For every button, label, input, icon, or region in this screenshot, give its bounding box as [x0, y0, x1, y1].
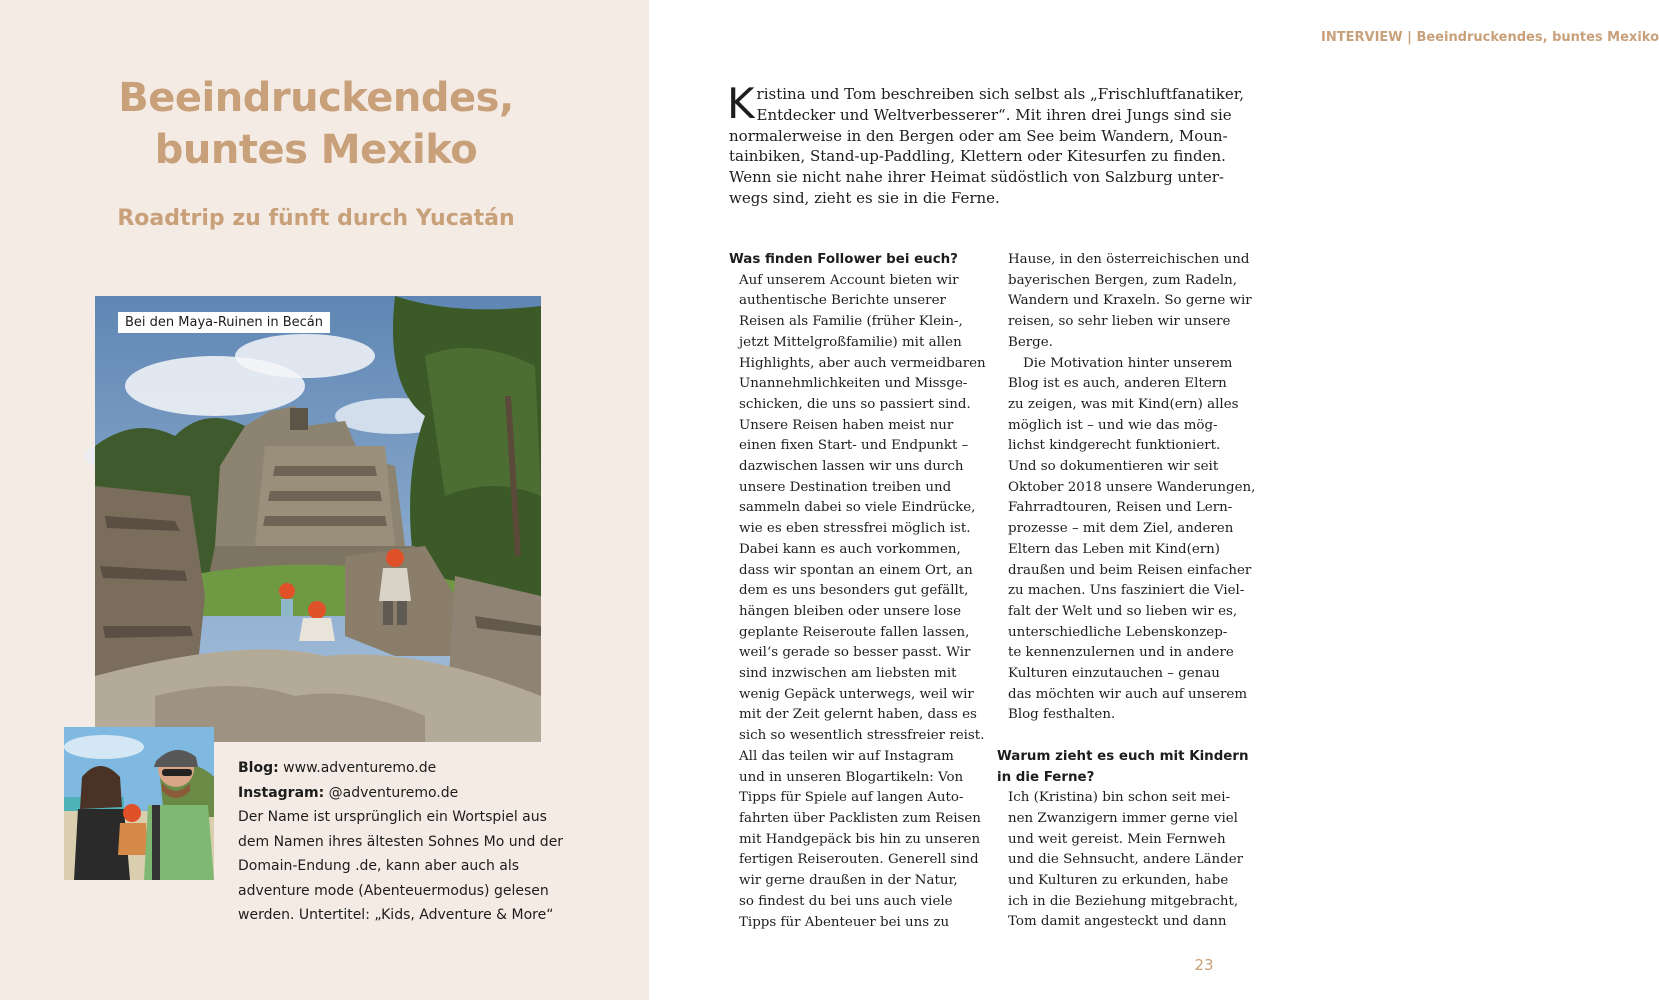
- intro-paragraph: [727, 79, 1251, 209]
- text-line: Dabei kann es auch vorkommen,: [739, 541, 961, 557]
- text-line: unterschiedliche Lebenskonzep-: [1008, 624, 1228, 640]
- running-header: INTERVIEW | Beeindruckendes, buntes Mexiko: [1321, 30, 1659, 45]
- intro-line: normalerweise in den Bergen oder am See beim Wandern, Moun-: [729, 126, 1228, 145]
- text-line: Ich (Kristina) bin schon seit mei-: [1008, 790, 1231, 806]
- intro-line: Wenn sie nicht nahe ihrer Heimat südöstlich von Salzburg unter-: [729, 168, 1224, 187]
- intro-line: wegs sind, zieht es sie in die Ferne.: [729, 188, 1000, 207]
- photo-caption: Bei den Maya-Ruinen in Becán: [118, 312, 330, 333]
- text-line: Oktober 2018 unsere Wanderungen,: [1008, 479, 1256, 495]
- maya-ruins-illustration: [95, 296, 541, 742]
- text-line: weil‘s gerade so besser passt. Wir: [739, 645, 971, 661]
- text-line: jetzt Mittelgroßfamilie) mit allen: [739, 334, 962, 350]
- text-line: wir gerne draußen in der Natur,: [739, 873, 958, 889]
- text-line: Die Motivation hinter unserem: [1023, 355, 1233, 371]
- description-line: Domain-Endung .de, kann aber auch als: [238, 858, 520, 874]
- article-subtitle: Roadtrip zu fünft durch Yucatán: [117, 206, 515, 231]
- blog-description: [238, 805, 578, 928]
- text-line: schicken, die uns so passiert sind.: [739, 396, 971, 412]
- text-line: Fahrradtouren, Reisen und Lern-: [1008, 500, 1233, 516]
- maya-ruins-photo: [95, 296, 541, 742]
- text-line: Unsere Reisen haben meist nur: [739, 417, 954, 433]
- text-line: wenig Gepäck unterwegs, weil wir: [739, 686, 974, 702]
- interview-question: Was finden Follower bei euch?: [729, 252, 958, 267]
- text-line: so findest du bei uns auch viele: [739, 893, 953, 909]
- text-line: Wandern und Kraxeln. So gerne wir: [1008, 293, 1252, 309]
- text-line: dazwischen lassen wir uns durch: [739, 459, 964, 475]
- intro-line: ristina und Tom beschreiben sich selbst als „Frischluftfanatiker,: [756, 85, 1245, 103]
- blog-url[interactable]: www.adventuremo.de: [283, 760, 437, 776]
- text-line: sind inzwischen am liebsten mit: [739, 666, 957, 682]
- intro-line: tainbiken, Stand-up-Paddling, Klettern oder Kitesurfen zu finden.: [729, 147, 1226, 166]
- text-line: Blog ist es auch, anderen Eltern: [1008, 376, 1227, 392]
- text-line: hängen bleiben oder unsere lose: [739, 603, 962, 619]
- text-line: fahrten über Packlisten zum Reisen: [739, 810, 981, 826]
- text-line: einen fixen Start- und Endpunkt –: [739, 438, 969, 454]
- text-line: und weit gereist. Mein Fernweh: [1008, 831, 1226, 847]
- column-left: [729, 250, 984, 933]
- text-line: dem es uns besonders gut gefällt,: [739, 583, 969, 599]
- text-line: authentische Berichte unserer: [739, 293, 946, 309]
- text-line: Blog festhalten.: [1008, 707, 1116, 723]
- text-line: und die Sehnsucht, andere Länder: [1008, 852, 1244, 868]
- text-line: wie es eben stressfrei möglich ist.: [739, 521, 971, 537]
- text-line: sammeln dabei so viele Eindrücke,: [739, 500, 976, 516]
- text-line: Hause, in den österreichischen und: [1008, 252, 1250, 267]
- text-line: fertigen Reiserouten. Generell sind: [739, 852, 979, 868]
- text-line: Auf unserem Account bieten wir: [739, 272, 959, 288]
- text-line: dass wir spontan an einem Ort, an: [739, 562, 973, 578]
- blog-label: Blog:: [238, 760, 279, 776]
- text-line: mit der Zeit gelernt haben, dass es: [739, 707, 977, 723]
- text-line: Kulturen einzutauchen – genau: [1008, 666, 1220, 682]
- description-line: adventure mode (Abenteuermodus) gelesen: [238, 882, 549, 899]
- text-line: geplante Reiseroute fallen lassen,: [739, 624, 970, 640]
- text-line: prozesse – mit dem Ziel, anderen: [1008, 521, 1234, 537]
- text-line: sich so wesentlich stressfreier reist.: [739, 728, 985, 744]
- text-line: bayerischen Bergen, zum Radeln,: [1008, 272, 1237, 288]
- right-page: [649, 0, 1659, 1000]
- text-line: Und so dokumentieren wir seit: [1008, 459, 1219, 475]
- text-line: Eltern das Leben mit Kind(ern): [1008, 541, 1221, 557]
- instagram-label: Instagram:: [238, 784, 325, 801]
- text-line: reisen, so sehr lieben wir unsere: [1008, 314, 1231, 330]
- text-line: All das teilen wir auf Instagram: [739, 748, 954, 764]
- interview-question: Warum zieht es euch mit Kindern: [997, 748, 1249, 764]
- text-line: Tom damit angesteckt und dann: [1008, 914, 1227, 930]
- text-line: Tipps für Abenteuer bei uns zu: [739, 914, 950, 930]
- intro-line: Entdecker und Weltverbesserer“. Mit ihren drei Jungs sind sie: [756, 105, 1232, 124]
- description-line: Der Name ist ursprünglich ein Wortspiel aus: [238, 809, 547, 825]
- text-line: zu machen. Uns fasziniert die Viel-: [1008, 583, 1245, 599]
- text-line: falt der Welt und so lieben wir es,: [1008, 603, 1238, 619]
- text-line: Reisen als Familie (früher Klein-,: [739, 314, 963, 330]
- text-line: Highlights, aber auch vermeidbaren: [739, 355, 986, 371]
- text-line: das möchten wir auch auf unserem: [1008, 686, 1248, 702]
- text-line: te kennenzulernen und in andere: [1008, 645, 1234, 661]
- description-line: werden. Untertitel: „Kids, Adventure & More“: [238, 907, 554, 923]
- left-page: [0, 0, 649, 1000]
- blog-info: [238, 756, 578, 928]
- text-line: ich in die Beziehung mitgebracht,: [1008, 893, 1239, 909]
- text-line: Tipps für Spiele auf langen Auto-: [739, 790, 964, 806]
- text-line: unsere Destination treiben und: [739, 479, 952, 495]
- text-line: mit Handgepäck bis hin zu unseren: [739, 831, 981, 847]
- drop-cap: K: [727, 79, 755, 128]
- text-line: und Kulturen zu erkunden, habe: [1008, 873, 1229, 889]
- text-line: Berge.: [1008, 334, 1053, 350]
- text-line: lichst kindgerecht funktioniert.: [1008, 438, 1221, 454]
- family-portrait-photo: [64, 727, 214, 880]
- article-title: [40, 72, 592, 176]
- title-line-2: buntes Mexiko: [154, 127, 478, 173]
- title-line-1: Beeindruckendes,: [118, 75, 514, 121]
- text-line: und in unseren Blogartikeln: Von: [739, 769, 964, 785]
- text-line: zu zeigen, was mit Kind(ern) alles: [1008, 396, 1239, 412]
- text-line: nen Zwanzigern immer gerne viel: [1008, 810, 1238, 826]
- instagram-handle[interactable]: @adventuremo.de: [328, 784, 459, 801]
- column-right: [997, 250, 1257, 933]
- text-line: draußen und beim Reisen einfacher: [1008, 562, 1252, 578]
- description-line: dem Namen ihres ältesten Sohnes Mo und der: [238, 833, 564, 850]
- family-portrait-illustration: [64, 727, 214, 880]
- text-line: möglich ist – und wie das mög-: [1008, 417, 1218, 433]
- page-number: 23: [1194, 956, 1214, 974]
- interview-question: in die Ferne?: [997, 769, 1095, 785]
- text-line: Unannehmlichkeiten und Missge-: [739, 376, 968, 392]
